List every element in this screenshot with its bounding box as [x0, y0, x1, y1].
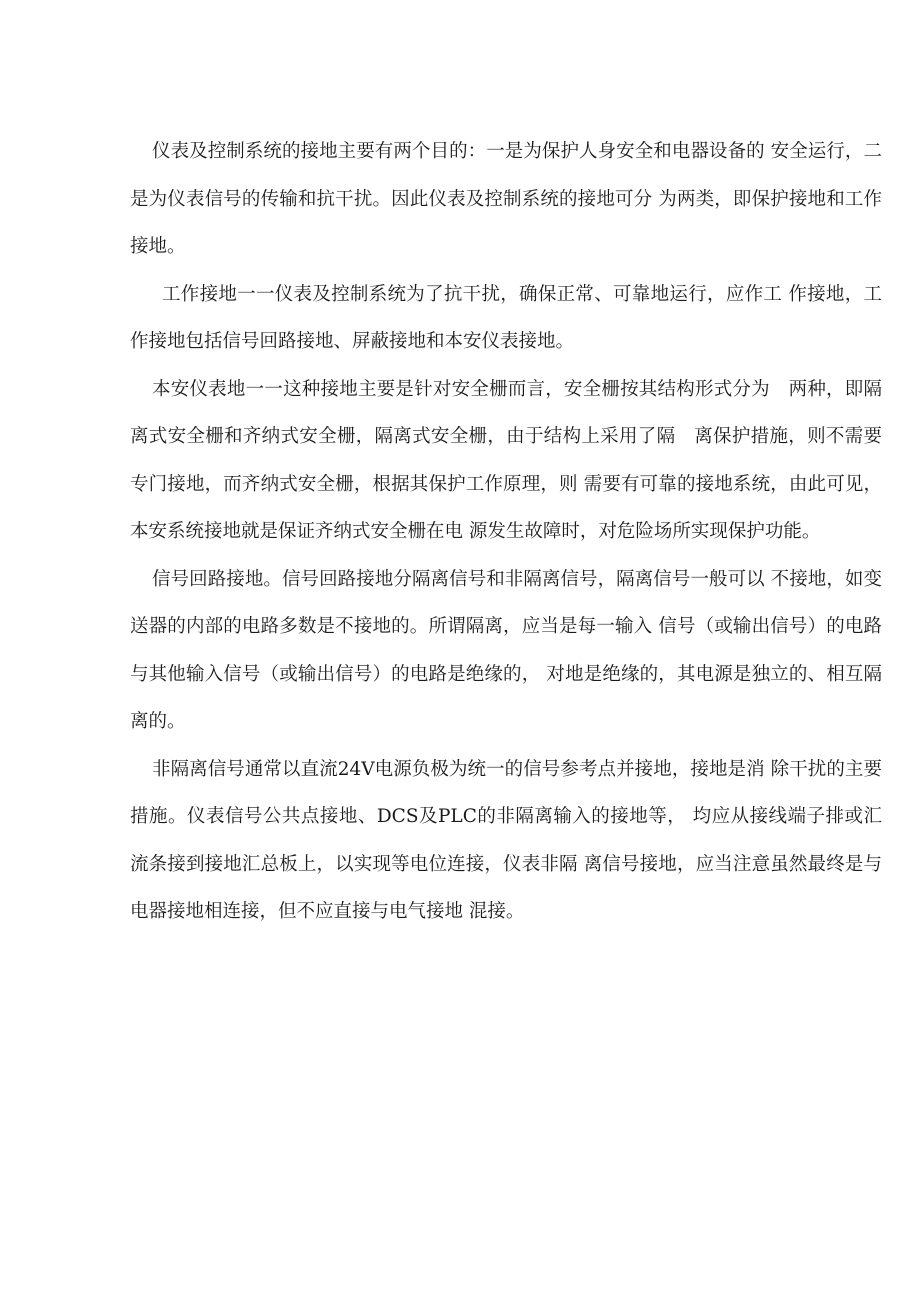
paragraph-non-isolated-signal-grounding: 非隔离信号通常以直流24V电源负极为统一的信号参考点并接地，接地是消 除干扰的主要措施。仪表信号公共点接地、DCS及PLC的非隔离输入的接地等， 均应从接线端子排或汇流条接到接地汇总板上，以实现等电位连接，仪表非隔 离信号接地，应当注意虽然最终是与电器接地相连接，但不应直接与电气接地 混接。: [130, 758, 882, 922]
paragraph-signal-loop-grounding: 信号回路接地。信号回路接地分隔离信号和非隔离信号，隔离信号一般可以 不接地，如变送器的内部的电路多数是不接地的。所谓隔离，应当是每一输入 信号（或输出信号）的电路与其他输入信号（或输出信号）的电路是绝缘的， 对地是绝缘的，其电源是独立的、相互隔离的。: [130, 568, 882, 732]
paragraph-grounding-purpose: 仪表及控制系统的接地主要有两个目的：一是为保护人身安全和电器设备的 安全运行，二是为仪表信号的传输和抗干扰。因此仪表及控制系统的接地可分 为两类，即保护接地和工作接地。: [130, 141, 882, 257]
paragraph-working-grounding: 工作接地一一仪表及控制系统为了抗干扰，确保正常、可靠地运行，应作工 作接地，工作接地包括信号回路接地、屏蔽接地和本安仪表接地。: [130, 283, 882, 352]
paragraph-intrinsic-safety-grounding: 本安仪表地一一这种接地主要是针对安全栅而言，安全栅按其结构形式分为 两种，即隔离式安全栅和齐纳式安全栅，隔离式安全栅，由于结构上采用了隔 离保护措施，则不需要专门接地，而齐纳式安全栅，根据其保护工作原理，则 需要有可靠的接地系统，由此可见，本安系统接地就是保证齐纳式安全栅在电 源发生故障时，对危险场所实现保护功能。: [130, 378, 882, 542]
document-body: [130, 128, 882, 936]
